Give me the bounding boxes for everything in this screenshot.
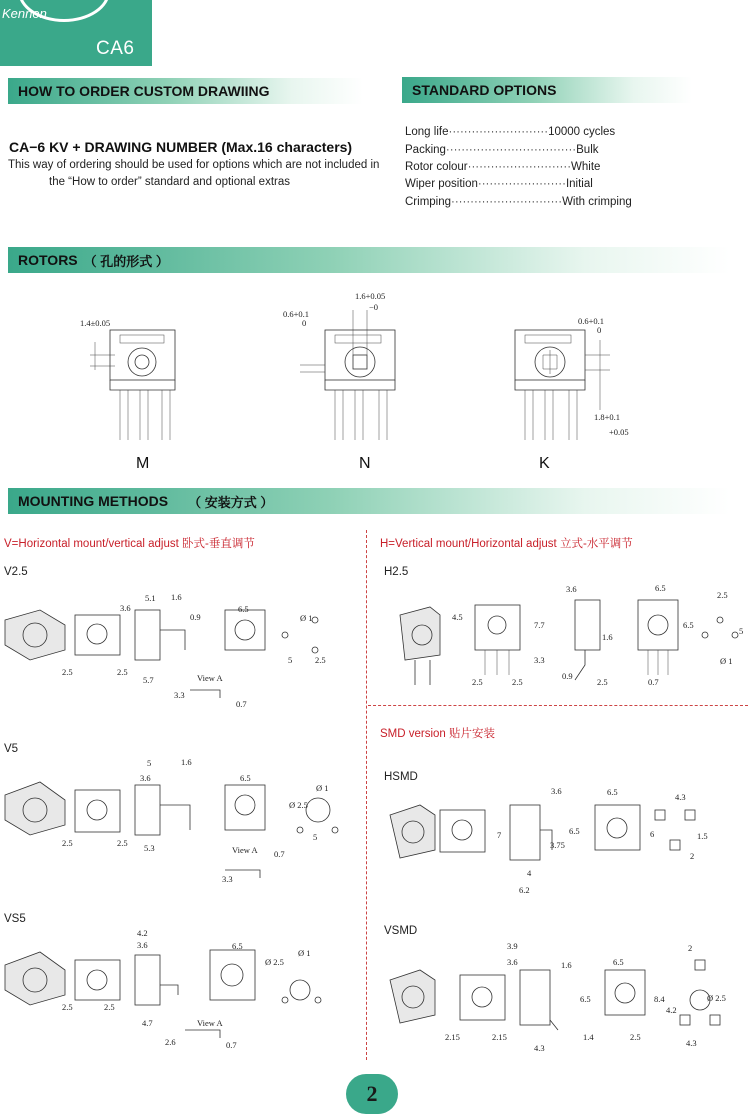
dim-label: 0	[302, 318, 307, 328]
how-to-order-bar	[8, 78, 363, 104]
dim-label: 3.6	[551, 786, 562, 796]
dim-label: 1.5	[697, 831, 708, 841]
rotor-n-drawing	[295, 300, 425, 450]
option-leader: ·······················	[477, 178, 566, 190]
order-note-line-1: This way of ordering should be used for options which are not included in	[8, 159, 380, 171]
option-value: Initial	[565, 178, 593, 190]
dim-label: 4.3	[686, 1038, 697, 1048]
option-value: With crimping	[562, 196, 632, 208]
rotors-heading-cn: （ 孔的形式 ）	[83, 253, 169, 269]
dim-label: 2.5	[117, 838, 128, 848]
dim-label: 2.5	[512, 677, 523, 687]
brand-logo	[0, 0, 152, 66]
variant-hsmd-label: HSMD	[384, 771, 418, 783]
option-value: White	[571, 161, 601, 173]
dim-label: 3.9	[507, 941, 518, 951]
dim-label: 0.6+0.1	[578, 316, 605, 326]
dim-label: 1.4	[583, 1032, 594, 1042]
dim-label: 1.4±0.05	[80, 318, 111, 328]
dim-label: 6.5	[580, 994, 591, 1004]
rotor-label-n: N	[359, 455, 371, 472]
option-row	[405, 126, 615, 138]
v5-drawings	[0, 760, 365, 890]
option-value: 10000 cycles	[548, 126, 616, 138]
column-divider	[366, 530, 367, 1060]
option-leader: ··································	[445, 144, 577, 156]
option-row	[405, 161, 600, 173]
dim-label: 2	[688, 943, 693, 953]
option-leader: ··························	[448, 126, 549, 138]
option-row	[405, 178, 593, 190]
dim-label: 2.5	[597, 677, 608, 687]
mounting-heading: MOUNTING METHODS	[18, 493, 169, 509]
dim-label: Ø 2.5	[707, 993, 726, 1003]
dim-label: 5.1	[145, 593, 156, 603]
page-number: 2	[366, 1081, 378, 1106]
option-label: Crimping	[405, 196, 452, 208]
dim-label: 2	[690, 851, 695, 861]
dim-label: −0	[369, 302, 379, 312]
logo-wordmark: Kennon	[2, 6, 47, 21]
dim-label: 6.5	[232, 941, 243, 951]
option-label: Wiper position	[405, 178, 478, 190]
dim-label: 0	[597, 325, 602, 335]
dim-label: 5	[739, 626, 744, 636]
dim-label: 3.75	[550, 840, 565, 850]
dim-label: 4.2	[666, 1005, 677, 1015]
dim-label: 1.6	[171, 592, 182, 602]
dim-label: 2.5	[315, 655, 326, 665]
standard-options-heading: STANDARD OPTIONS	[412, 82, 557, 98]
dim-label: 2.5	[717, 590, 728, 600]
dim-label: 5	[313, 832, 318, 842]
dim-label: +0.05	[609, 427, 629, 437]
smd-divider	[368, 705, 748, 706]
option-row	[405, 144, 599, 156]
dim-label: 6.5	[238, 604, 249, 614]
standard-options-bar	[402, 77, 692, 103]
dim-label: 3.6	[137, 940, 148, 950]
dim-label: Ø 2.5	[289, 800, 308, 810]
dim-label: 4.5	[452, 612, 463, 622]
dim-label: 2.6	[165, 1037, 176, 1047]
dim-label: 7	[497, 830, 502, 840]
dim-label: 3.6	[140, 773, 151, 783]
order-code-title: CA−6 KV + DRAWING NUMBER (Max.16 characters)	[9, 139, 353, 155]
dim-label: 3.6	[507, 957, 518, 967]
dim-label: 6	[650, 829, 655, 839]
rotor-label-m: M	[136, 455, 150, 472]
dim-label: 1.6	[561, 960, 572, 970]
option-leader: ·····························	[451, 196, 563, 208]
dim-label: 5.3	[144, 843, 155, 853]
view-a-label: View A	[232, 845, 258, 855]
dim-label: Ø 2.5	[265, 957, 284, 967]
dim-label: 3.3	[222, 874, 233, 884]
dim-label: 3.3	[534, 655, 545, 665]
dim-label: 3.3	[174, 690, 185, 700]
dim-label: 5.7	[143, 675, 154, 685]
dim-label: 4.7	[142, 1018, 153, 1028]
dim-label: 3.6	[120, 603, 131, 613]
dim-label: Ø 1	[316, 783, 329, 793]
dim-label: 4	[527, 868, 532, 878]
dim-label: 0.6+0.1	[283, 309, 310, 319]
option-row	[405, 196, 632, 208]
rotors-bar	[8, 247, 730, 273]
dim-label: 2.15	[492, 1032, 507, 1042]
dim-label: 0.7	[226, 1040, 237, 1050]
mounting-bar	[8, 488, 730, 514]
dim-label: 4.3	[675, 792, 686, 802]
dim-label: Ø 1	[298, 948, 311, 958]
dim-label: 6.2	[519, 885, 530, 895]
dim-label: 0.7	[274, 849, 285, 859]
variant-v25-label: V2.5	[4, 566, 28, 578]
dim-label: 6.5	[569, 826, 580, 836]
view-a-label: View A	[197, 673, 223, 683]
how-to-order-heading: HOW TO ORDER CUSTOM DRAWIING	[18, 83, 270, 99]
dim-label: 3.6	[566, 584, 577, 594]
model-name: CA6	[96, 38, 135, 59]
dim-label: 2.5	[117, 667, 128, 677]
variant-h25-label: H2.5	[384, 566, 409, 578]
page-number-badge	[346, 1074, 398, 1114]
dim-label: 0.9	[562, 671, 573, 681]
dim-label: 0.7	[236, 699, 247, 709]
dim-label: 2.5	[630, 1032, 641, 1042]
dim-label: 4.3	[534, 1043, 545, 1053]
rotors-heading: ROTORS	[18, 252, 78, 268]
dim-label: 6.5	[683, 620, 694, 630]
option-value: Bulk	[576, 144, 599, 156]
dim-label: Ø 1	[720, 656, 733, 666]
smd-heading: SMD version 贴片安装	[380, 728, 496, 740]
dim-label: 4.2	[137, 928, 148, 938]
dim-label: 6.5	[240, 773, 251, 783]
variant-vs5-label: VS5	[4, 913, 26, 925]
dim-label: 1.6	[181, 757, 192, 767]
order-note-line-2: the “How to order” standard and optional extras	[49, 176, 290, 188]
dim-label: Ø 1	[300, 613, 313, 623]
dim-label: 2.5	[62, 838, 73, 848]
dim-label: 5	[147, 758, 152, 768]
view-a-label: View A	[197, 1018, 223, 1028]
dim-label: 1.8+0.1	[594, 412, 621, 422]
dim-label: 2.5	[104, 1002, 115, 1012]
option-label: Packing	[405, 144, 446, 156]
option-label: Long life	[405, 126, 449, 138]
variant-v5-label: V5	[4, 743, 19, 755]
dim-label: 7.7	[534, 620, 545, 630]
dim-label: 2.5	[472, 677, 483, 687]
dim-label: 0.7	[648, 677, 659, 687]
option-leader: ···························	[467, 161, 572, 173]
dim-label: 1.6	[602, 632, 613, 642]
dim-label: 6.5	[655, 583, 666, 593]
dim-label: 8.4	[654, 994, 665, 1004]
variant-vsmd-label: VSMD	[384, 925, 418, 937]
dim-label: 2.15	[445, 1032, 460, 1042]
dim-label: 0.9	[190, 612, 201, 622]
h-mount-heading: H=Vertical mount/Horizontal adjust 立式-水平调节	[380, 538, 633, 550]
dim-label: 2.5	[62, 667, 73, 677]
mounting-heading-cn: （ 安装方式 ）	[188, 494, 274, 510]
dim-label: 5	[288, 655, 293, 665]
option-label: Rotor colour	[405, 161, 468, 173]
dim-label: 2.5	[62, 1002, 73, 1012]
dim-label: 1.6+0.05	[355, 291, 386, 301]
rotor-label-k: K	[539, 455, 550, 472]
dim-label: 6.5	[607, 787, 618, 797]
dim-label: 6.5	[613, 957, 624, 967]
v-mount-heading: V=Horizontal mount/vertical adjust 卧式-垂直调节	[4, 538, 255, 550]
